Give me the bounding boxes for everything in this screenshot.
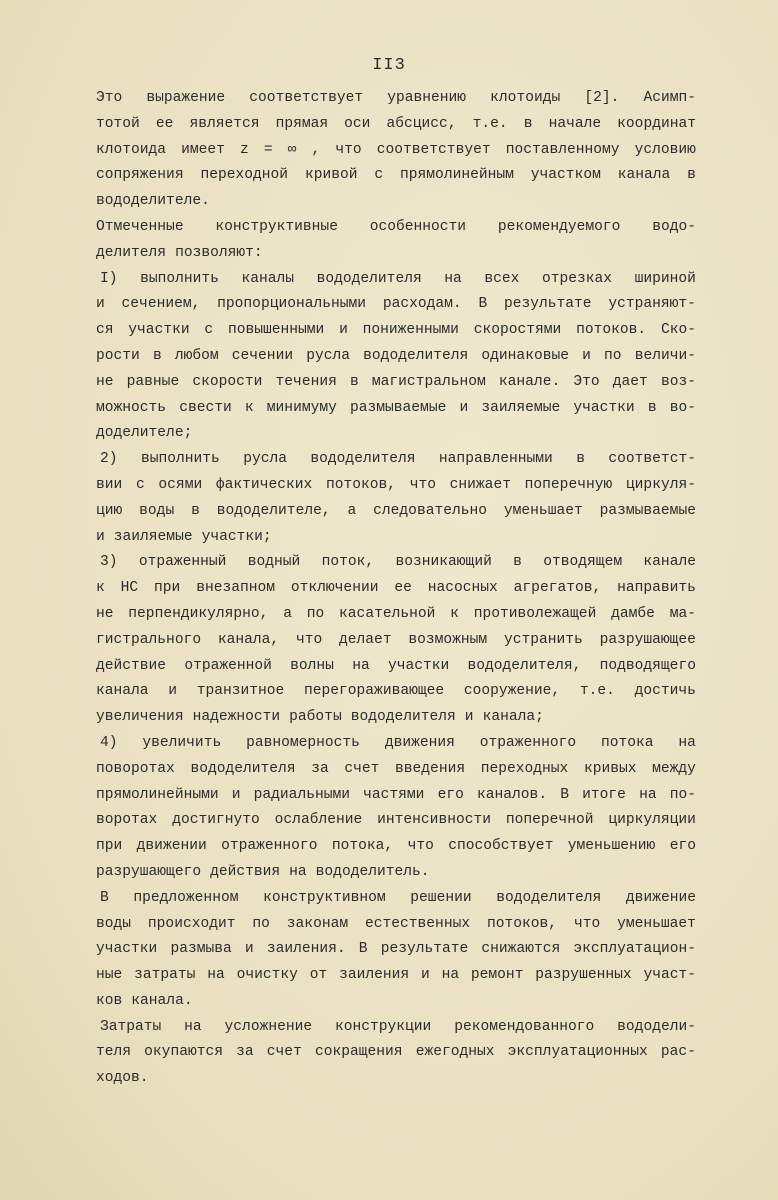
- text-line: тотой ее является прямая оси абсцисс, т.е. в начале координат: [96, 115, 696, 132]
- text-line: воды происходит по законам естественных потоков, что уменьшает: [96, 915, 696, 932]
- text-line: не перпендикулярно, а по касательной к противолежащей дамбе ма-: [96, 605, 696, 622]
- text-line: В предложенном конструктивном решении вододелителя движение: [100, 889, 696, 906]
- text-line: ные затраты на очистку от заиления и на ремонт разрушенных участ-: [96, 967, 696, 984]
- text-line: 2) выполнить русла вододелителя направленными в соответст-: [100, 451, 696, 468]
- text-line: канала и транзитное перегораживающее сооружение, т.е. достичь: [96, 683, 696, 700]
- text-line: сопряжения переходной кривой с прямолинейным участком канала в: [96, 167, 696, 184]
- text-line: гистрального канала, что делает возможным устранить разрушающее: [96, 631, 696, 648]
- text-line: воротах достигнуто ослабление интенсивности поперечной циркуляции: [96, 812, 696, 829]
- text-line: можность свести к минимуму размываемые и заиляемые участки в во-: [96, 399, 696, 416]
- text-line: ков канала.: [96, 992, 193, 1009]
- text-line: увеличения надежности работы вододелителя и канала;: [96, 709, 544, 726]
- text-line: и заиляемые участки;: [96, 528, 272, 545]
- text-line: цию воды в вододелителе, а следовательно уменьшает размываемые: [96, 502, 696, 519]
- text-line: 3) отраженный водный поток, возникающий в отводящем канале: [100, 554, 696, 571]
- text-line: I) выполнить каналы вододелителя на всех отрезках шириной: [100, 270, 696, 287]
- text-line: действие отраженной волны на участки вододелителя, подводящего: [96, 657, 696, 674]
- text-line: Затраты на усложнение конструкции рекомендованного вододели-: [100, 1018, 696, 1035]
- text-line: прямолинейными и радиальными частями его каналов. В итоге на по-: [96, 786, 696, 803]
- text-line: 4) увеличить равномерность движения отраженного потока на: [100, 734, 696, 751]
- text-line: рости в любом сечении русла вододелителя одинаковые и по величи-: [96, 347, 696, 364]
- text-line: не равные скорости течения в магистральном канале. Это дает воз-: [96, 373, 696, 390]
- text-line: ходов.: [96, 1070, 149, 1087]
- text-line: участки размыва и заиления. В результате снижаются эксплуатацион-: [96, 941, 696, 958]
- text-line: ся участки с повышенными и пониженными скоростями потоков. Ско-: [96, 322, 696, 339]
- text-line: при движении отраженного потока, что способствует уменьшению его: [96, 838, 696, 855]
- text-line: вододелителе.: [96, 193, 210, 210]
- text-line: Отмеченные конструктивные особенности рекомендуемого водо-: [96, 218, 696, 235]
- text-line: Это выражение соответствует уравнению клотоиды [2]. Асимп-: [96, 90, 696, 106]
- text-line: разрушающего действия на вододелитель.: [96, 863, 430, 880]
- text-line: теля окупаются за счет сокращения ежегодных эксплуатационных рас-: [96, 1044, 696, 1061]
- page-number: II3: [372, 56, 406, 75]
- text-line: клотоида имеет z = ∞ , что соответствует поставленному условию: [96, 141, 696, 158]
- text-line: к НС при внезапном отключении ее насосных агрегатов, направить: [96, 580, 696, 597]
- text-line: вии с осями фактических потоков, что снижает поперечную циркуля-: [96, 476, 696, 493]
- document-body: [96, 86, 696, 1092]
- text-line: поворотах вододелителя за счет введения переходных кривых между: [96, 760, 696, 777]
- text-line: делителя позволяют:: [96, 244, 263, 261]
- text-line: и сечением, пропорциональными расходам. В результате устраняют-: [96, 296, 696, 313]
- text-line: доделителе;: [96, 425, 193, 442]
